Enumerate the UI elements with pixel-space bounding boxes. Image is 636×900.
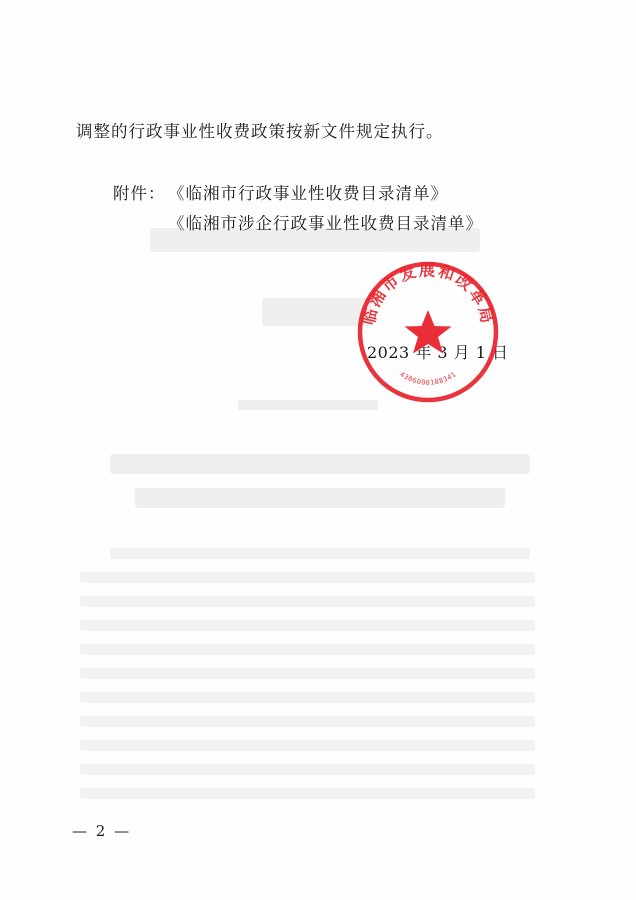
body-text-line: 调整的行政事业性收费政策按新文件规定执行。 (76, 122, 444, 141)
svg-text:临湘市发展和改革局: 临湘市发展和改革局 (358, 260, 498, 327)
svg-text:4306000108341: 4306000108341 (398, 370, 458, 387)
star-icon (405, 310, 452, 354)
official-seal (354, 258, 502, 406)
attachment-label: 附件： (113, 184, 166, 203)
attachment-item: 《临湘市行政事业性收费目录清单》 (168, 184, 448, 203)
page-number: — 2 — (72, 822, 132, 840)
attachment-item: 《临湘市涉企行政事业性收费目录清单》 (168, 214, 483, 233)
issue-date: 2023 年 3 月 1 日 (367, 343, 509, 362)
